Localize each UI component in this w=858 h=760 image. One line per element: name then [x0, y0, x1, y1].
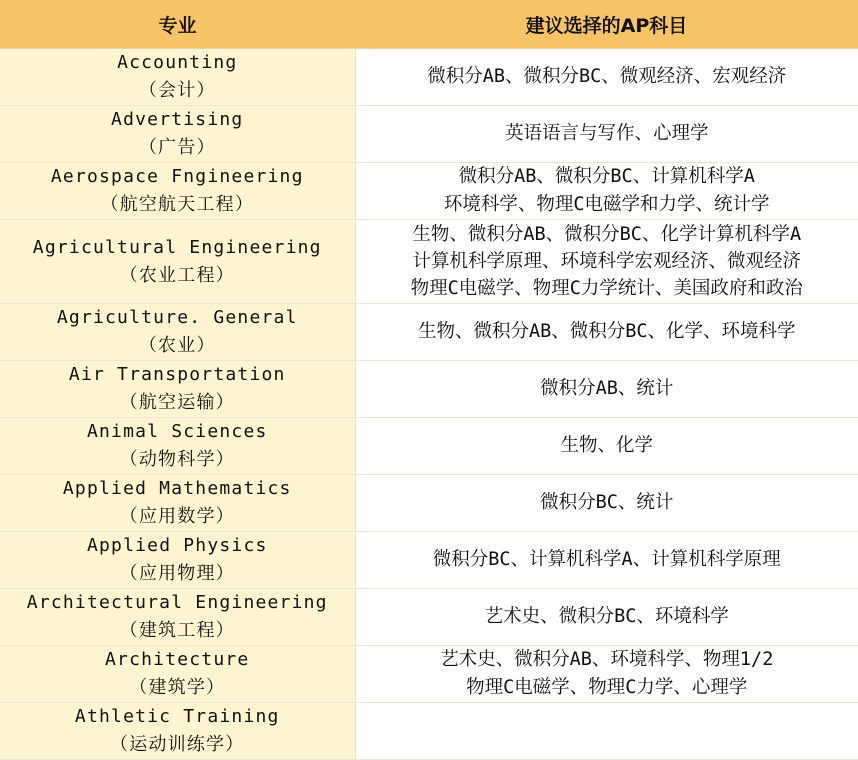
major-english: Agricultural Engineering: [0, 234, 355, 262]
subjects-line: 生物、化学: [356, 432, 858, 460]
major-english: Applied Mathematics: [0, 475, 355, 503]
major-cell: [0, 49, 355, 106]
major-chinese: （航空航天工程）: [0, 191, 355, 219]
table-row: [0, 589, 858, 646]
table-row: [0, 220, 858, 304]
major-english: Athletic Training: [0, 703, 355, 731]
header-row: [0, 0, 858, 49]
major-cell: [0, 646, 355, 703]
table-row: [0, 163, 858, 220]
table-row: [0, 106, 858, 163]
major-english: Aerospace Fngineering: [0, 163, 355, 191]
table-row: [0, 475, 858, 532]
subjects-line: 微积分AB、统计: [356, 375, 858, 403]
major-cell: [0, 220, 355, 304]
subjects-cell: [355, 361, 858, 418]
major-english: Air Transportation: [0, 361, 355, 389]
major-cell: [0, 532, 355, 589]
subjects-line: 生物、微积分AB、微积分BC、化学、环境科学: [356, 318, 858, 346]
subjects-cell: [355, 703, 858, 760]
subjects-cell: [355, 532, 858, 589]
subjects-cell: [355, 646, 858, 703]
subjects-cell: [355, 304, 858, 361]
major-chinese: （建筑学）: [0, 674, 355, 702]
major-english: Agriculture. General: [0, 304, 355, 332]
major-chinese: （动物科学）: [0, 446, 355, 474]
subjects-cell: [355, 475, 858, 532]
subjects-line: 微积分BC、计算机科学A、计算机科学原理: [356, 546, 858, 574]
major-chinese: （会计）: [0, 77, 355, 105]
major-cell: [0, 418, 355, 475]
subjects-line: 环境科学、物理C电磁学和力学、统计学: [356, 191, 858, 219]
major-cell: [0, 304, 355, 361]
subjects-line: 计算机科学原理、环境科学宏观经济、微观经济: [356, 248, 858, 275]
table-row: [0, 49, 858, 106]
major-cell: [0, 589, 355, 646]
major-english: Advertising: [0, 106, 355, 134]
major-chinese: （运动训练学）: [0, 731, 355, 759]
subjects-cell: [355, 163, 858, 220]
major-chinese: （建筑工程）: [0, 617, 355, 645]
subjects-line: 艺术史、微积分BC、环境科学: [356, 603, 858, 631]
major-cell: [0, 361, 355, 418]
subjects-line: 微积分AB、微积分BC、微观经济、宏观经济: [356, 63, 858, 91]
major-chinese: （广告）: [0, 134, 355, 162]
subjects-line: 英语语言与写作、心理学: [356, 120, 858, 148]
subjects-cell: [355, 220, 858, 304]
subjects-cell: [355, 589, 858, 646]
header-subjects: 建议选择的AP科目: [355, 0, 858, 49]
subjects-cell: [355, 418, 858, 475]
table-row: [0, 361, 858, 418]
major-chinese: （农业工程）: [0, 262, 355, 290]
subjects-line: 艺术史、微积分AB、环境科学、物理1/2: [356, 646, 858, 674]
major-english: Accounting: [0, 49, 355, 77]
table-row: [0, 703, 858, 760]
major-english: Architecture: [0, 646, 355, 674]
subjects-line: 生物、微积分AB、微积分BC、化学计算机科学A: [356, 221, 858, 248]
table-row: [0, 304, 858, 361]
major-cell: [0, 475, 355, 532]
major-english: Applied Physics: [0, 532, 355, 560]
subjects-cell: [355, 49, 858, 106]
table-row: [0, 418, 858, 475]
subjects-line: 微积分BC、统计: [356, 489, 858, 517]
major-chinese: （应用物理）: [0, 560, 355, 588]
header-major: 专业: [0, 0, 355, 49]
subjects-line: 物理C电磁学、物理C力学统计、美国政府和政治: [356, 275, 858, 302]
table-row: [0, 532, 858, 589]
subjects-cell: [355, 106, 858, 163]
subjects-line: 物理C电磁学、物理C力学、心理学: [356, 674, 858, 702]
table-row: [0, 646, 858, 703]
major-english: Animal Sciences: [0, 418, 355, 446]
subjects-line: 微积分AB、微积分BC、计算机科学A: [356, 163, 858, 191]
major-cell: [0, 703, 355, 760]
major-english: Architectural Engineering: [0, 589, 355, 617]
major-cell: [0, 106, 355, 163]
major-cell: [0, 163, 355, 220]
major-chinese: （航空运输）: [0, 389, 355, 417]
major-chinese: （农业）: [0, 332, 355, 360]
major-chinese: （应用数学）: [0, 503, 355, 531]
